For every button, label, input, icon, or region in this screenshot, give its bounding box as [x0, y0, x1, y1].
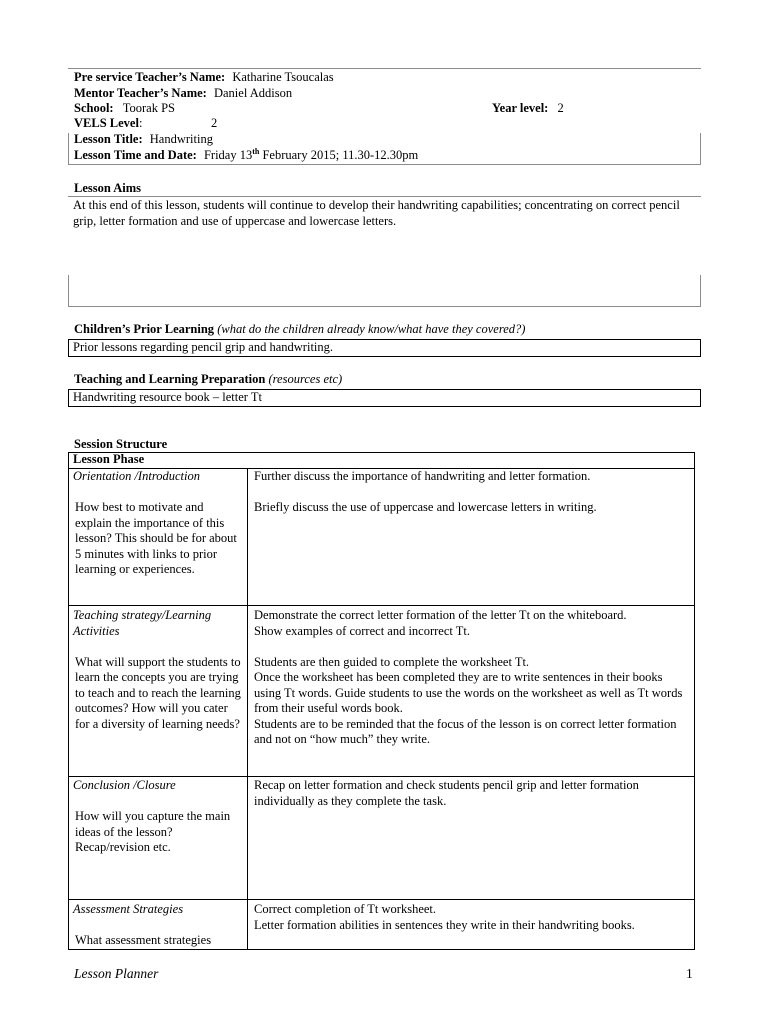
- phase-prompt: What assessment strategies: [75, 933, 212, 947]
- header-top-rule: [68, 68, 701, 69]
- prep-text: Handwriting resource book – letter Tt: [73, 390, 262, 404]
- prep-box: [68, 389, 701, 407]
- prep-heading: Teaching and Learning Preparation: [74, 372, 266, 386]
- header-bottom-rule: [68, 164, 701, 165]
- row-orientation-content-cell: [254, 469, 690, 516]
- school-row: [74, 101, 694, 116]
- footer-label: Lesson Planner: [74, 966, 159, 981]
- header-left-rule: [68, 133, 69, 164]
- table-row-rule-3: [68, 899, 695, 900]
- prior-heading: Children’s Prior Learning: [74, 322, 215, 336]
- content-line: Recap on letter formation and check students pencil grip and letter formation individually as they complete the task.: [254, 778, 639, 808]
- content-line: Once the worksheet has been completed they are to write sentences in their books using Tt words. Guide students to use the words on the worksheet as well as Tt words from their useful words book.: [254, 670, 683, 715]
- header-right-rule: [700, 133, 701, 164]
- row-conclusion-content-cell: [254, 778, 690, 809]
- school-value: Toorak PS: [122, 101, 175, 115]
- phase-label: Orientation /Introduction: [73, 469, 200, 483]
- lesson-date-day: Friday 13: [203, 148, 253, 162]
- row-assessment-phase-cell: [73, 902, 243, 949]
- row-assessment-content-cell: [254, 902, 690, 933]
- content-line: Correct completion of Tt worksheet.: [254, 902, 437, 916]
- pre-service-label: Pre service Teacher’s Name:: [74, 70, 226, 84]
- lesson-phase-header: Lesson Phase: [73, 452, 145, 466]
- prior-box: [68, 339, 701, 357]
- content-line: Students are then guided to complete the worksheet Tt.: [254, 654, 530, 669]
- phase-prompt: How best to motivate and explain the importance of this lesson? This should be for about 5 minutes with links to prior learning or experiences.: [75, 500, 237, 576]
- session-table: [68, 452, 695, 950]
- aims-heading: Lesson Aims: [74, 181, 142, 195]
- content-line: Show examples of correct and incorrect Tt.: [254, 623, 471, 638]
- phase-label: Assessment Strategies: [73, 902, 184, 916]
- table-border-top: [68, 452, 695, 453]
- phase-label: Teaching strategy/Learning Activities: [73, 608, 212, 638]
- content-line: Briefly discuss the use of uppercase and lowercase letters in writing.: [254, 500, 597, 514]
- pre-service-row: [74, 70, 694, 86]
- content-line: Students are to be reminded that the focus of the lesson is on correct letter formation and not on “how much” they write.: [254, 716, 677, 746]
- row-conclusion-phase-cell: [73, 778, 243, 856]
- table-border-right: [694, 452, 695, 950]
- phase-prompt: What will support the students to learn the concepts you are trying to teach and to reach the learning outcomes? How will you cater for a diversity of learning needs?: [75, 654, 241, 731]
- content-line: Letter formation abilities in sentences they write in their handwriting books.: [254, 917, 635, 932]
- vels-row: [74, 116, 694, 132]
- table-border-left: [68, 452, 69, 950]
- pre-service-value: Katharine Tsoucalas: [232, 70, 334, 84]
- table-row-rule-1: [68, 605, 695, 606]
- prep-note: (resources etc): [268, 372, 343, 386]
- lesson-time-row: [74, 148, 694, 164]
- aims-text: At this end of this lesson, students will continue to develop their handwriting capabilities; concentrating on correct pencil grip, letter formation and use of uppercase and lowercase letters.: [73, 198, 680, 228]
- content-line: Further discuss the importance of handwriting and letter formation.: [254, 469, 591, 483]
- table-border-bottom: [68, 949, 695, 950]
- aims-bottom-rule: [68, 306, 701, 307]
- phase-label: Conclusion /Closure: [73, 778, 176, 792]
- session-heading: Session Structure: [74, 437, 168, 451]
- prior-note: (what do the children already know/what have they covered?): [217, 322, 526, 336]
- lesson-title-row: [74, 132, 694, 148]
- vels-label: VELS Level: [74, 116, 139, 130]
- header-block: [74, 70, 694, 164]
- row-orientation-phase-cell: [73, 469, 243, 578]
- prior-text: Prior lessons regarding pencil grip and handwriting.: [73, 340, 334, 354]
- lesson-time-label: Lesson Time and Date:: [74, 148, 197, 162]
- school-label: School:: [74, 101, 114, 115]
- prior-heading-row: [74, 322, 525, 338]
- content-line: Demonstrate the correct letter formation of the letter Tt on the whiteboard.: [254, 608, 627, 622]
- lesson-title-label: Lesson Title:: [74, 132, 143, 146]
- aims-top-rule: [68, 196, 701, 197]
- row-teaching-content-cell: [254, 608, 690, 748]
- prep-heading-row: [74, 372, 342, 388]
- lesson-date-rest: February 2015; 11.30-12.30pm: [259, 148, 419, 162]
- vels-value: 2: [211, 116, 218, 130]
- page-number: 1: [686, 966, 693, 981]
- table-column-rule: [247, 468, 248, 950]
- lesson-title-value: Handwriting: [149, 132, 213, 146]
- aims-left-rule: [68, 275, 69, 306]
- phase-prompt: How will you capture the main ideas of the lesson? Recap/revision etc.: [75, 809, 231, 854]
- vels-colon: :: [138, 116, 143, 130]
- row-teaching-phase-cell: [73, 608, 243, 732]
- aims-right-rule: [700, 275, 701, 306]
- table-row-rule-2: [68, 776, 695, 777]
- lesson-date-suffix: th: [252, 146, 260, 156]
- year-level-value: 2: [557, 101, 564, 115]
- lesson-time-value: [204, 148, 418, 162]
- year-level-label: Year level:: [492, 101, 549, 115]
- mentor-value: Daniel Addison: [213, 86, 293, 100]
- mentor-label: Mentor Teacher’s Name:: [74, 86, 207, 100]
- mentor-row: [74, 86, 694, 101]
